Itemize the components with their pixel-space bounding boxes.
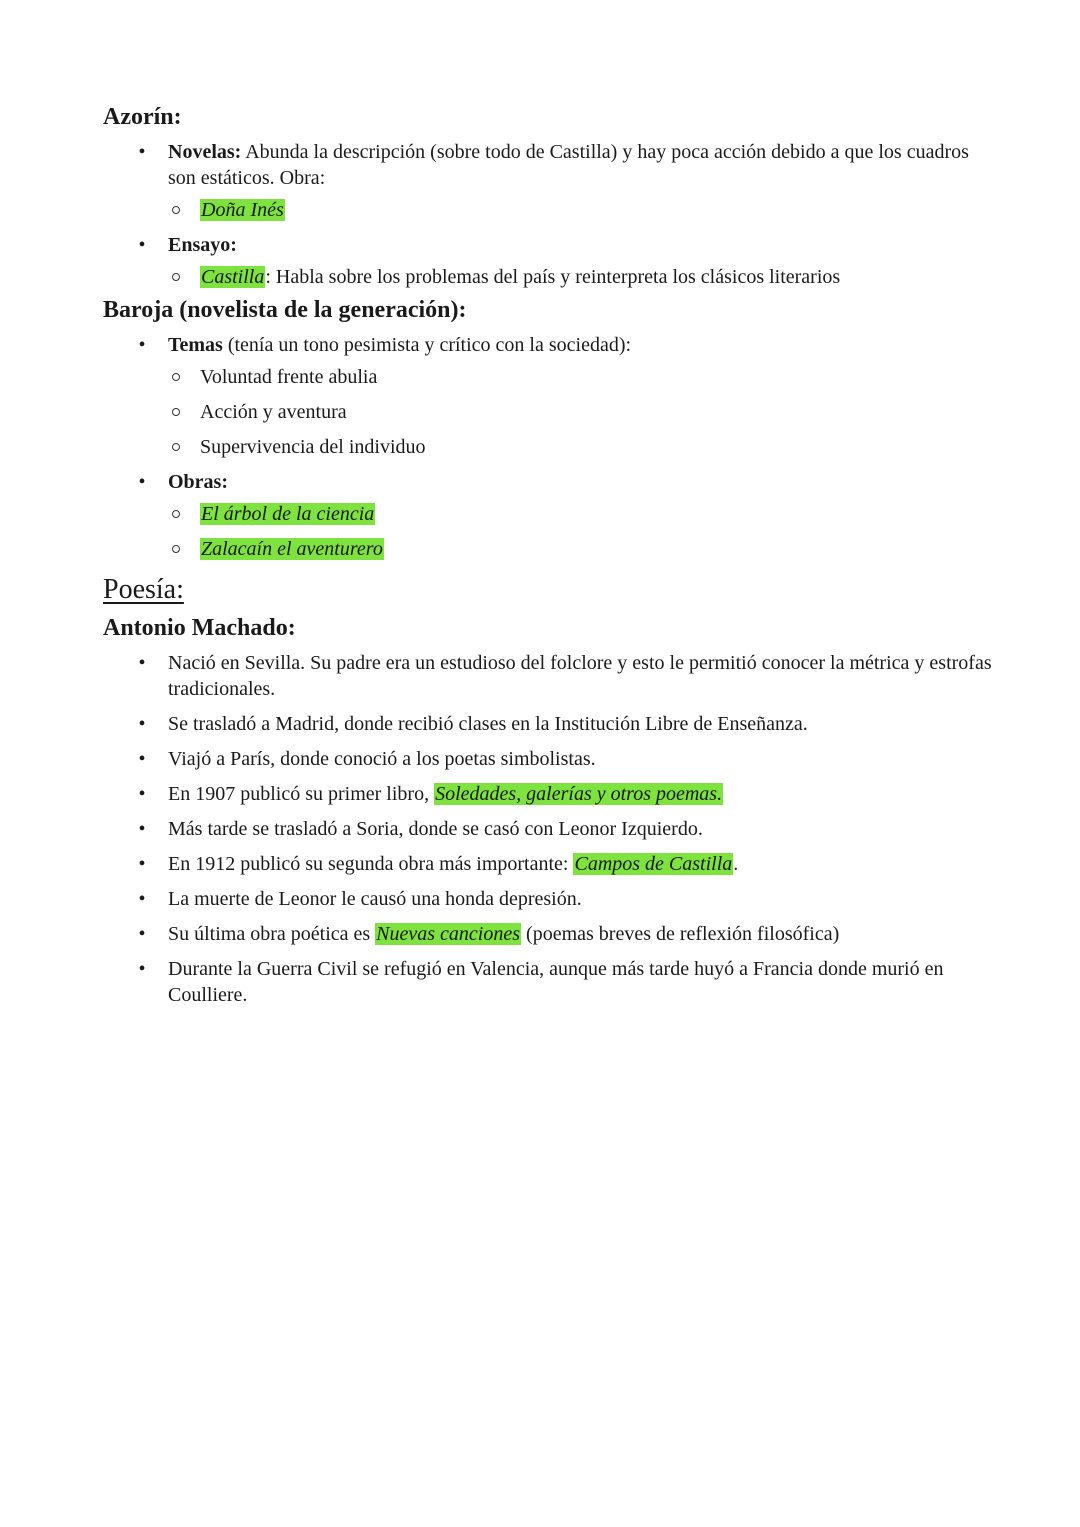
item-text: Durante la Guerra Civil se refugió en Valencia, aunque más tarde huyó a Francia donde murió en Coulliere. [168, 958, 944, 1006]
circle-bullet-icon [172, 443, 180, 451]
obras-label: Obras: [168, 471, 228, 493]
novelas-works [168, 197, 993, 223]
bullet-icon: • [138, 471, 146, 493]
azorin-heading: Azorín: [103, 104, 182, 130]
tema-text: Acción y aventura [200, 401, 347, 423]
list-item [200, 364, 993, 390]
circle-bullet-icon [172, 373, 180, 381]
item-text: Nació en Sevilla. Su padre era un estudioso del folclore y esto le permitió conocer la métrica y estrofas tradicionales. [168, 652, 992, 700]
highlighted-work: Doña Inés [201, 199, 284, 221]
poesia-section-heading: Poesía: [103, 574, 184, 605]
list-item [138, 851, 993, 877]
list-item [138, 921, 993, 947]
item-text: En 1912 publicó su segunda obra más importante: [168, 853, 574, 875]
list-item [200, 264, 993, 290]
tema-text: Supervivencia del individuo [200, 436, 426, 458]
document-page [103, 100, 993, 1017]
list-item [200, 399, 993, 425]
bullet-icon: • [138, 958, 146, 980]
temas-text: (tenía un tono pesimista y crítico con la sociedad): [222, 334, 632, 356]
bullet-icon: • [138, 888, 146, 910]
highlighted-work: Campos de Castilla [574, 853, 733, 875]
circle-bullet-icon [172, 510, 180, 518]
ensayo-text: : Habla sobre los problemas del país y reinterpreta los clásicos literarios [265, 266, 841, 288]
highlighted-work: Castilla [201, 266, 265, 288]
circle-bullet-icon [172, 273, 180, 281]
tema-text: Voluntad frente abulia [200, 366, 378, 388]
list-item [200, 536, 993, 562]
bullet-icon: • [138, 783, 146, 805]
machado-heading: Antonio Machado: [103, 615, 296, 641]
item-text: Más tarde se trasladó a Soria, donde se casó con Leonor Izquierdo. [168, 818, 703, 840]
list-item [200, 501, 993, 527]
circle-bullet-icon [172, 545, 180, 553]
list-item [200, 197, 993, 223]
highlighted-work: Zalacaín el aventurero [201, 538, 383, 560]
novelas-label: Novelas: [168, 141, 242, 163]
bullet-icon: • [138, 853, 146, 875]
item-text: (poemas breves de reflexión filosófica) [521, 923, 840, 945]
list-item [138, 781, 993, 807]
obras-list [168, 501, 993, 562]
item-text: Se trasladó a Madrid, donde recibió clases en la Institución Libre de Enseñanza. [168, 713, 808, 735]
bullet-icon: • [138, 748, 146, 770]
item-text: En 1907 publicó su primer libro, [168, 783, 435, 805]
bullet-icon: • [138, 923, 146, 945]
machado-list [103, 650, 993, 1008]
azorin-list [103, 139, 993, 290]
list-item [138, 332, 993, 460]
temas-list [168, 364, 993, 460]
ensayo-works [168, 264, 993, 290]
bullet-icon: • [138, 818, 146, 840]
temas-label: Temas [168, 334, 223, 356]
highlighted-work: Soledades, galerías y otros poemas. [435, 783, 723, 805]
list-item [138, 956, 993, 1008]
list-item [138, 232, 993, 290]
bullet-icon: • [138, 141, 146, 163]
item-text: Su última obra poética es [168, 923, 376, 945]
item-text: . [733, 853, 739, 875]
highlighted-work: El árbol de la ciencia [201, 503, 375, 525]
item-text: Viajó a París, donde conoció a los poetas simbolistas. [168, 748, 596, 770]
novelas-text: Abunda la descripción (sobre todo de Castilla) y hay poca acción debido a que los cuadros son estáticos. Obra: [168, 141, 969, 189]
list-item [138, 469, 993, 562]
baroja-heading: Baroja (novelista de la generación): [103, 297, 467, 323]
circle-bullet-icon [172, 206, 180, 214]
list-item [138, 650, 993, 702]
circle-bullet-icon [172, 408, 180, 416]
bullet-icon: • [138, 334, 146, 356]
list-item [138, 886, 993, 912]
bullet-icon: • [138, 652, 146, 674]
item-text: La muerte de Leonor le causó una honda depresión. [168, 888, 582, 910]
highlighted-work: Nuevas canciones [376, 923, 521, 945]
list-item [138, 139, 993, 223]
bullet-icon: • [138, 713, 146, 735]
list-item [138, 711, 993, 737]
bullet-icon: • [138, 234, 146, 256]
ensayo-label: Ensayo: [168, 234, 237, 256]
list-item [138, 816, 993, 842]
baroja-list [103, 332, 993, 562]
list-item [138, 746, 993, 772]
list-item [200, 434, 993, 460]
